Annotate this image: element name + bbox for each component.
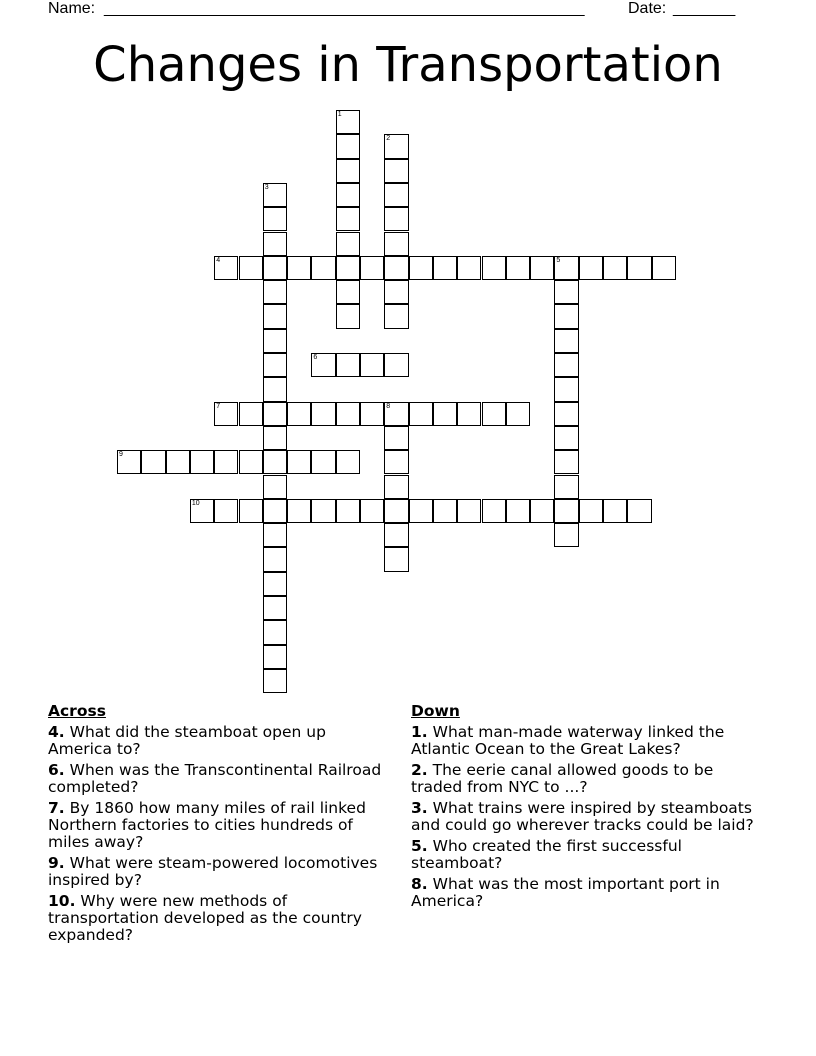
grid-cell[interactable] — [263, 669, 287, 693]
grid-cell[interactable] — [263, 426, 287, 450]
clue-text: What did the steamboat open up America to? — [48, 723, 326, 758]
grid-cell[interactable] — [336, 353, 360, 377]
grid-cell[interactable] — [336, 232, 360, 256]
grid-cell[interactable] — [239, 499, 263, 523]
grid-cell[interactable] — [214, 499, 238, 523]
grid-cell[interactable] — [384, 523, 408, 547]
grid-cell[interactable] — [311, 402, 335, 426]
grid-cell[interactable] — [336, 110, 360, 134]
grid-cell[interactable] — [360, 256, 384, 280]
grid-cell[interactable] — [384, 426, 408, 450]
grid-cell[interactable] — [627, 256, 651, 280]
grid-cell[interactable] — [506, 402, 530, 426]
grid-cell[interactable] — [384, 304, 408, 328]
grid-cell[interactable] — [384, 280, 408, 304]
grid-cell[interactable] — [554, 475, 578, 499]
grid-cell[interactable] — [384, 402, 408, 426]
grid-cell[interactable] — [554, 304, 578, 328]
clue-number: 6. — [48, 761, 65, 779]
grid-cell[interactable] — [287, 450, 311, 474]
clue-number: 2. — [411, 761, 428, 779]
page-title: Changes in Transportation — [93, 37, 723, 93]
grid-cell[interactable] — [336, 499, 360, 523]
grid-cell[interactable] — [384, 475, 408, 499]
grid-cell[interactable] — [336, 159, 360, 183]
cell-number: 4 — [216, 256, 221, 264]
grid-cell[interactable] — [360, 402, 384, 426]
grid-cell[interactable] — [482, 499, 506, 523]
grid-cell[interactable] — [457, 402, 481, 426]
grid-cell[interactable] — [384, 183, 408, 207]
grid-cell[interactable] — [336, 183, 360, 207]
clue-text: When was the Transcontinental Railroad completed? — [48, 761, 382, 796]
grid-cell[interactable] — [190, 499, 214, 523]
grid-cell[interactable] — [311, 353, 335, 377]
cell-number: 5 — [556, 256, 561, 264]
cell-number: 2 — [386, 135, 391, 143]
grid-cell[interactable] — [482, 402, 506, 426]
grid-cell[interactable] — [263, 620, 287, 644]
clue-text: What trains were inspired by steamboats and could go wherever tracks could be laid? — [411, 799, 754, 834]
cell-number: 1 — [337, 111, 342, 118]
grid-cell[interactable] — [311, 499, 335, 523]
grid-cell[interactable] — [384, 547, 408, 571]
grid-cell[interactable] — [336, 450, 360, 474]
grid-cell[interactable] — [506, 256, 530, 280]
grid-cell[interactable] — [457, 499, 481, 523]
down-clue — [411, 800, 756, 834]
clue-text: What were steam-powered locomotives inspired by? — [48, 854, 378, 889]
grid-cell[interactable] — [263, 329, 287, 353]
grid-cell[interactable] — [554, 523, 578, 547]
grid-cell[interactable] — [287, 256, 311, 280]
grid-cell[interactable] — [360, 499, 384, 523]
grid-cell[interactable] — [384, 207, 408, 231]
date-label: Date: — [628, 0, 667, 17]
grid-cell[interactable] — [384, 232, 408, 256]
grid-cell[interactable] — [263, 572, 287, 596]
grid-cell[interactable] — [530, 256, 554, 280]
cell-number: 9 — [119, 451, 123, 459]
grid-cell[interactable] — [384, 256, 408, 280]
clue-text: The eerie canal allowed goods to be traded from NYC to ...? — [411, 761, 714, 796]
clue-text: What was the most important port in America? — [411, 875, 720, 910]
grid-cell[interactable] — [239, 256, 263, 280]
grid-cell[interactable] — [554, 256, 578, 280]
across-clue — [48, 724, 393, 758]
grid-cell[interactable] — [336, 134, 360, 158]
clue-number: 5. — [411, 837, 428, 855]
grid-cell[interactable] — [263, 353, 287, 377]
across-clue — [48, 893, 393, 944]
grid-cell[interactable] — [433, 402, 457, 426]
cell-number: 6 — [313, 354, 318, 361]
grid-cell[interactable] — [263, 523, 287, 547]
grid-cell[interactable] — [554, 377, 578, 401]
down-heading: Down — [411, 702, 460, 720]
down-clue — [411, 724, 756, 758]
cell-number: 10 — [191, 499, 200, 507]
grid-cell[interactable] — [311, 450, 335, 474]
grid-cell[interactable] — [263, 450, 287, 474]
grid-cell[interactable] — [263, 645, 287, 669]
clue-text: Who created the first successful steamboat? — [411, 837, 682, 872]
grid-cell[interactable] — [360, 353, 384, 377]
grid-cell[interactable] — [554, 402, 578, 426]
grid-cell[interactable] — [263, 232, 287, 256]
clue-number: 1. — [411, 723, 428, 741]
grid-cell[interactable] — [263, 207, 287, 231]
grid-cell[interactable] — [141, 450, 165, 474]
grid-cell[interactable] — [530, 499, 554, 523]
grid-cell[interactable] — [579, 256, 603, 280]
grid-cell[interactable] — [554, 450, 578, 474]
grid-cell[interactable] — [239, 450, 263, 474]
clue-number: 9. — [48, 854, 65, 872]
clue-number: 10. — [48, 892, 76, 910]
grid-cell[interactable] — [603, 256, 627, 280]
grid-cell[interactable] — [384, 134, 408, 158]
grid-cell[interactable] — [579, 499, 603, 523]
down-clue — [411, 876, 756, 910]
date-blank[interactable]: _______ — [673, 0, 736, 17]
clue-number: 3. — [411, 799, 428, 817]
grid-cell[interactable] — [117, 450, 141, 474]
grid-cell[interactable] — [263, 596, 287, 620]
grid-cell[interactable] — [603, 499, 627, 523]
grid-cell[interactable] — [554, 329, 578, 353]
across-heading: Across — [48, 702, 106, 720]
grid-cell[interactable] — [384, 159, 408, 183]
grid-cell[interactable] — [554, 280, 578, 304]
across-clues — [48, 703, 393, 948]
grid-cell[interactable] — [384, 450, 408, 474]
clue-number: 4. — [48, 723, 65, 741]
grid-cell[interactable] — [263, 280, 287, 304]
name-label: Name: — [48, 0, 96, 17]
clue-number: 7. — [48, 799, 65, 817]
grid-cell[interactable] — [336, 207, 360, 231]
down-clue — [411, 762, 756, 796]
grid-cell[interactable] — [263, 377, 287, 401]
down-clues — [411, 703, 756, 914]
across-clue — [48, 762, 393, 796]
grid-cell[interactable] — [263, 304, 287, 328]
down-clue — [411, 838, 756, 872]
grid-cell[interactable] — [263, 475, 287, 499]
clue-text: Why were new methods of transportation developed as the country expanded? — [48, 892, 362, 944]
grid-cell[interactable] — [311, 256, 335, 280]
across-clue — [48, 800, 393, 851]
grid-cell[interactable] — [409, 256, 433, 280]
grid-cell[interactable] — [336, 256, 360, 280]
grid-cell[interactable] — [214, 450, 238, 474]
grid-cell[interactable] — [554, 353, 578, 377]
grid-cell[interactable] — [263, 499, 287, 523]
name-blank[interactable]: ______________________________________________________ — [104, 0, 585, 17]
grid-cell[interactable] — [482, 256, 506, 280]
cell-number: 8 — [386, 402, 391, 410]
clue-number: 8. — [411, 875, 428, 893]
grid-cell[interactable] — [190, 450, 214, 474]
grid-cell[interactable] — [384, 499, 408, 523]
clue-text: What man-made waterway linked the Atlantic Ocean to the Great Lakes? — [411, 723, 725, 758]
grid-cell[interactable] — [554, 426, 578, 450]
grid-cell[interactable] — [409, 499, 433, 523]
grid-cell[interactable] — [239, 402, 263, 426]
grid-cell[interactable] — [627, 499, 651, 523]
grid-cell[interactable] — [166, 450, 190, 474]
across-clue — [48, 855, 393, 889]
grid-cell[interactable] — [652, 256, 676, 280]
cell-number: 7 — [216, 402, 221, 410]
cell-number: 3 — [264, 183, 269, 191]
grid-cell[interactable] — [263, 256, 287, 280]
grid-cell[interactable] — [263, 183, 287, 207]
grid-cell[interactable] — [384, 353, 408, 377]
grid-cell[interactable] — [433, 499, 457, 523]
grid-cell[interactable] — [457, 256, 481, 280]
grid-cell[interactable] — [336, 402, 360, 426]
grid-cell[interactable] — [554, 499, 578, 523]
grid-cell[interactable] — [263, 547, 287, 571]
grid-cell[interactable] — [263, 402, 287, 426]
grid-cell[interactable] — [287, 499, 311, 523]
grid-cell[interactable] — [214, 256, 238, 280]
grid-cell[interactable] — [409, 402, 433, 426]
grid-cell[interactable] — [336, 304, 360, 328]
grid-cell[interactable] — [433, 256, 457, 280]
grid-cell[interactable] — [506, 499, 530, 523]
grid-cell[interactable] — [336, 280, 360, 304]
grid-cell[interactable] — [214, 402, 238, 426]
clue-text: By 1860 how many miles of rail linked Northern factories to cities hundreds of miles away? — [48, 799, 366, 851]
grid-cell[interactable] — [287, 402, 311, 426]
